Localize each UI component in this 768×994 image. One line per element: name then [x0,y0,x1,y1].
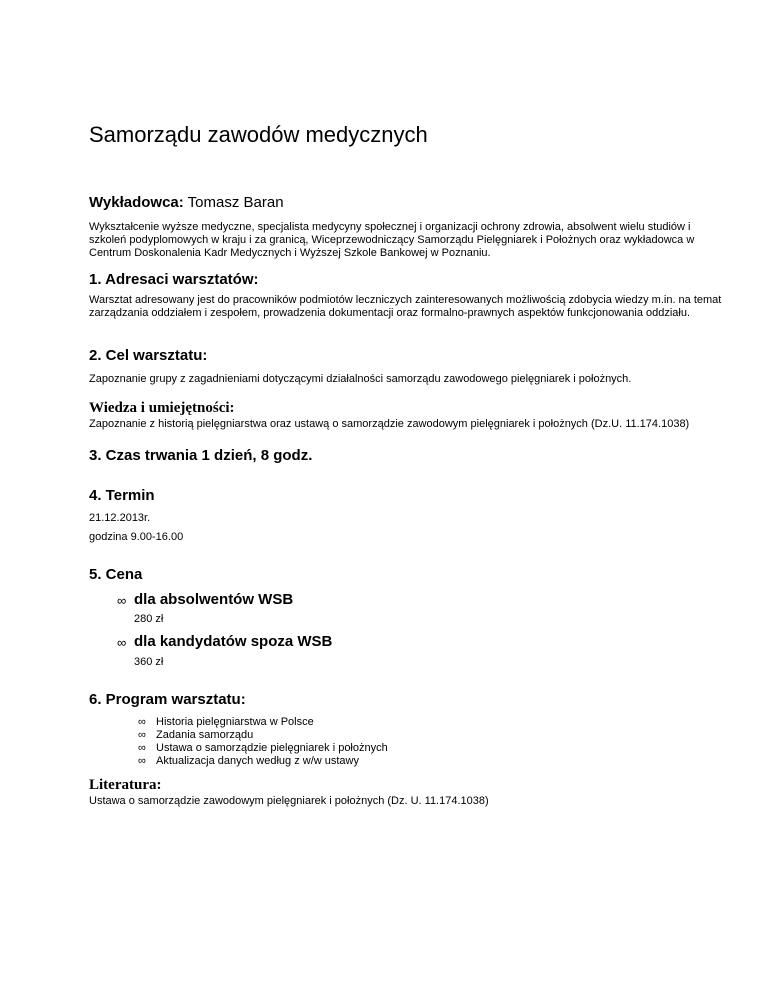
term-hours: godzina 9.00-16.00 [89,531,184,543]
section-4-heading: 4. Termin [89,487,155,504]
section-3-heading: 3. Czas trwania 1 dzień, 8 godz. [89,447,313,464]
knowledge-heading: Wiedza i umiejętności: [89,400,235,416]
price-label-external: dla kandydatów spoza WSB [134,633,333,650]
program-item: Historia pielęgniarstwa w Polsce [156,716,314,728]
section-2-text: Zapoznanie grupy z zagadnieniami dotyczącymi działalności samorządu zawodowego pielęgniarek i położnych. [89,373,632,385]
section-1-text: Warsztat adresowany jest do pracowników podmiotów leczniczych zainteresowanych możliwością zdobycia wiedzy m.in. na temat zarządzania oddziałem i zespołem, prowadzenia dokumentacji oraz formalno-prawnych aspektów funkcjonowania oddziału. [89,294,722,319]
literature-text: Ustawa o samorządzie zawodowym pielęgniarek i położnych (Dz. U. 11.174.1038) [89,795,489,807]
literature-heading: Literatura: [89,777,162,793]
lecturer-label: Wykładowca: [89,194,184,211]
infinity-bullet-icon: ∞ [138,755,146,767]
section-1-heading: 1. Adresaci warsztatów: [89,271,259,288]
program-item: Ustawa o samorządzie pielęgniarek i położnych [156,742,388,754]
knowledge-text: Zapoznanie z historią pielęgniarstwa oraz ustawą o samorządzie zawodowym pielęgniarek i położnych (Dz.U. 11.174.1038) [89,418,690,430]
lecturer-bio: Wykształcenie wyższe medyczne, specjalista medycyny społecznej i organizacji ochrony zdrowia, absolwent wielu studiów i szkoleń podyplomowych w kraju i za granicą, Wiceprzewodniczący Samorządu Pielęgniarek i Położnych oraz wykładowca w Centrum Doskonalenia Kadr Medycznych i Wyższej Szkole Bankowej w Poznaniu. [89,221,695,259]
section-6-heading: 6. Program warsztatu: [89,691,246,708]
program-item: Aktualizacja danych według z w/w ustawy [156,755,359,767]
infinity-bullet-icon: ∞ [117,635,127,650]
infinity-bullet-icon: ∞ [138,729,146,741]
page-title: Samorządu zawodów medycznych [89,122,428,147]
section-2-heading: 2. Cel warsztatu: [89,347,208,364]
price-value-graduates: 280 zł [134,613,164,625]
section-5-heading: 5. Cena [89,566,143,583]
price-label-graduates: dla absolwentów WSB [134,591,294,608]
infinity-bullet-icon: ∞ [117,593,127,608]
price-value-external: 360 zł [134,656,164,668]
infinity-bullet-icon: ∞ [138,742,146,754]
lecturer-name: Tomasz Baran [187,194,284,211]
infinity-bullet-icon: ∞ [138,716,146,728]
term-date: 21.12.2013r. [89,512,151,524]
lecturer-line [89,194,284,211]
program-item: Zadania samorządu [156,729,254,741]
